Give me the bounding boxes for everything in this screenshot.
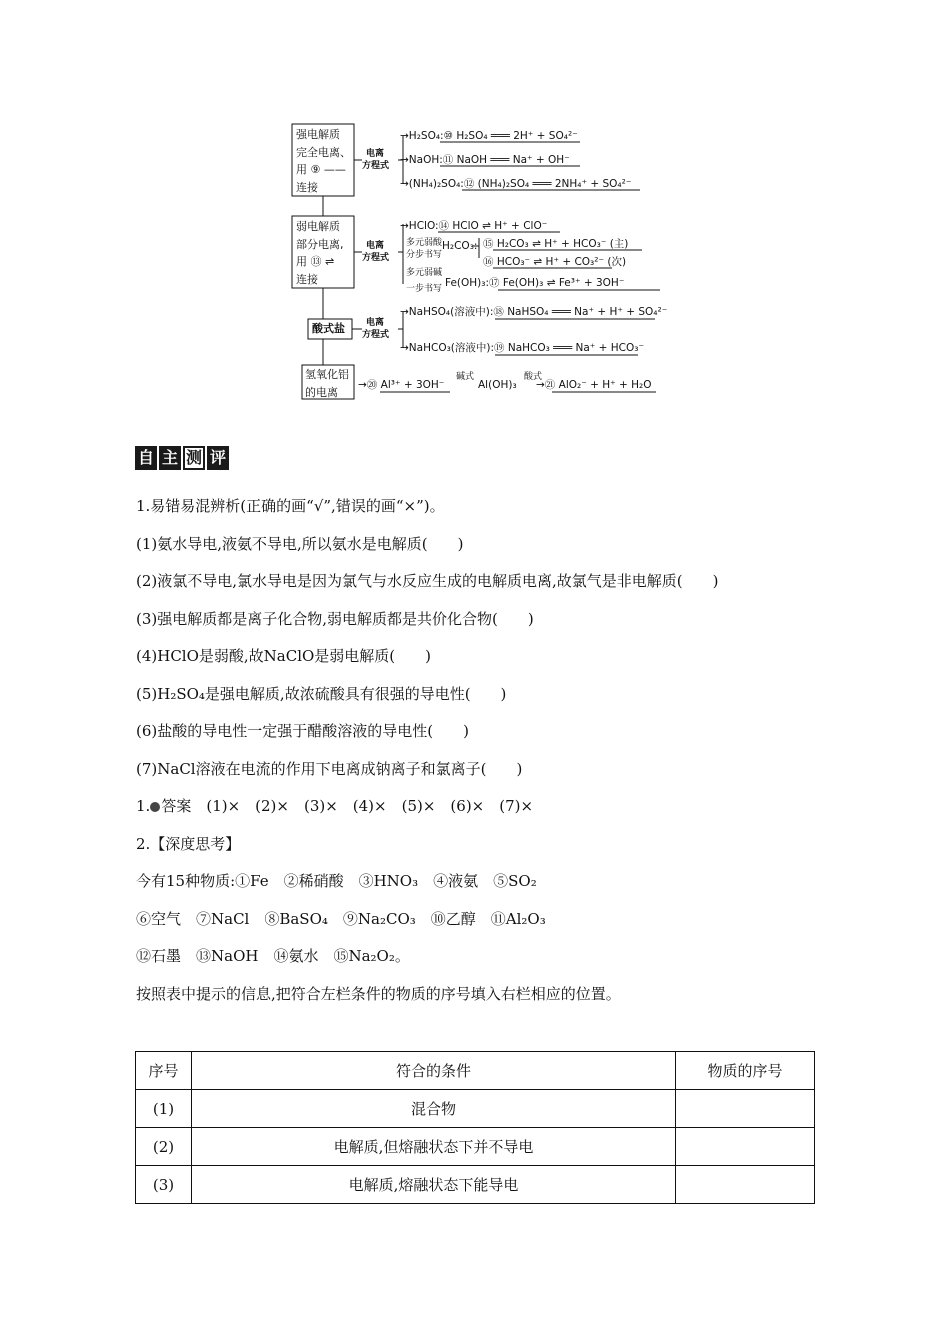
eq-hclo: →HClO:⑭ HClO ⇌ H⁺ + ClO⁻	[400, 220, 548, 232]
eq-h2co3-1: ⑮ H₂CO₃ ⇌ H⁺ + HCO₃⁻ (主)	[483, 238, 629, 250]
row-condition: 电解质,但熔融状态下并不导电	[192, 1128, 676, 1166]
row-answer-cell[interactable]	[676, 1166, 815, 1204]
eq-h2co3-2: ⑯ HCO₃⁻ ⇌ H⁺ + CO₃²⁻ (次)	[483, 256, 627, 268]
label-base-form: 碱式	[456, 372, 475, 382]
answer-label: 答案	[161, 797, 192, 815]
header-substance: 物质的序号	[676, 1052, 815, 1090]
label-eq-top-3: 电离	[366, 318, 385, 328]
eq-naoh: →NaOH:⑪ NaOH ═══ Na⁺ + OH⁻	[400, 154, 570, 166]
q1-item-5: (5)H₂SO₄是强电解质,故浓硫酸具有很强的导电性( )	[136, 685, 507, 703]
header-condition: 符合的条件	[192, 1052, 676, 1090]
label-h2co3: H₂CO₃:	[442, 240, 478, 252]
box-strong-text: 强电解质 完全电离、 用 ⑨ —— 连接	[296, 128, 351, 194]
label-aloh3: Al(OH)₃	[478, 379, 517, 391]
label-acid-form: 酸式	[524, 372, 543, 382]
table-row	[136, 1128, 815, 1166]
label-multi-base: 多元弱碱	[406, 268, 443, 278]
label-multi-acid: 多元弱酸	[406, 238, 443, 248]
row-condition: 电解质,熔融状态下能导电	[192, 1166, 676, 1204]
badge-char-4: 评	[207, 446, 229, 470]
header-index: 序号	[136, 1052, 192, 1090]
table-header-row	[136, 1052, 815, 1090]
eq-h2so4: →H₂SO₄:⑩ H₂SO₄ ═══ 2H⁺ + SO₄²⁻	[400, 130, 578, 142]
label-stepwise: 分步书写	[406, 250, 443, 260]
q2-instruction: 按照表中提示的信息,把符合左栏条件的物质的序号填入右栏相应的位置。	[136, 985, 621, 1003]
q1-intro: 1.易错易混辨析(正确的画“√”,错误的画“×”)。	[136, 497, 445, 515]
badge-char-3: 测	[183, 446, 205, 470]
label-eq-top-1: 电离	[366, 149, 385, 159]
q1-item-3: (3)强电解质都是离子化合物,弱电解质都是共价化合物( )	[136, 610, 534, 628]
answer-table	[135, 1051, 815, 1204]
row-answer-cell[interactable]	[676, 1128, 815, 1166]
row-condition: 混合物	[192, 1090, 676, 1128]
answer-icon	[150, 802, 160, 812]
ionization-diagram	[290, 120, 670, 405]
row-index: (2)	[136, 1128, 192, 1166]
box-weak-text: 弱电解质 部分电离, 用 ⑬ ⇌ 连接	[296, 220, 344, 286]
section-badge	[135, 446, 229, 470]
eq-al-acid: →㉑ AlO₂⁻ + H⁺ + H₂O	[536, 379, 652, 391]
label-one-step: 一步书写	[406, 284, 443, 294]
row-index: (3)	[136, 1166, 192, 1204]
q2-line-2: ⑥空气 ⑦NaCl ⑧BaSO₄ ⑨Na₂CO₃ ⑩乙醇 ⑪Al₂O₃	[136, 910, 546, 928]
q1-item-1: (1)氨水导电,液氨不导电,所以氨水是电解质( )	[136, 535, 464, 553]
answer-body: (1)× (2)× (3)× (4)× (5)× (6)× (7)×	[206, 797, 534, 815]
q2-line-1: 今有15种物质:①Fe ②稀硝酸 ③HNO₃ ④液氨 ⑤SO₂	[136, 872, 537, 890]
eq-nh4so4: →(NH₄)₂SO₄:⑫ (NH₄)₂SO₄ ═══ 2NH₄⁺ + SO₄²⁻	[400, 178, 632, 190]
row-answer-cell[interactable]	[676, 1090, 815, 1128]
q1-item-6: (6)盐酸的导电性一定强于醋酸溶液的导电性( )	[136, 722, 469, 740]
q2-heading: 2.【深度思考】	[136, 835, 241, 853]
table-row	[136, 1090, 815, 1128]
q1-item-4: (4)HClO是弱酸,故NaClO是弱电解质( )	[136, 647, 432, 665]
q1-item-7: (7)NaCl溶液在电流的作用下电离成钠离子和氯离子( )	[136, 760, 523, 778]
eq-nahso4: →NaHSO₄(溶液中):⑱ NaHSO₄ ═══ Na⁺ + H⁺ + SO₄²⁻	[400, 306, 668, 318]
badge-char-1: 自	[135, 446, 157, 470]
answer-prefix: 1.	[136, 797, 151, 815]
box-aloh-text: 氢氧化铝 的电离	[305, 368, 349, 399]
eq-al-base: →⑳ Al³⁺ + 3OH⁻	[358, 379, 445, 391]
label-eq-bottom-1: 方程式	[362, 161, 390, 171]
table-row	[136, 1166, 815, 1204]
box-acid-salt-text: 酸式盐	[312, 322, 345, 335]
label-eq-bottom-3: 方程式	[362, 330, 390, 340]
q1-item-2: (2)液氯不导电,氯水导电是因为氯气与水反应生成的电解质电离,故氯气是非电解质( )	[136, 572, 719, 590]
eq-feoh3: Fe(OH)₃:⑰ Fe(OH)₃ ⇌ Fe³⁺ + 3OH⁻	[445, 277, 625, 289]
label-eq-top-2: 电离	[366, 241, 385, 251]
q1-answer	[136, 796, 533, 816]
row-index: (1)	[136, 1090, 192, 1128]
label-eq-bottom-2: 方程式	[362, 253, 390, 263]
q2-line-3: ⑫石墨 ⑬NaOH ⑭氨水 ⑮Na₂O₂。	[136, 947, 410, 965]
eq-nahco3: →NaHCO₃(溶液中):⑲ NaHCO₃ ═══ Na⁺ + HCO₃⁻	[400, 342, 645, 354]
badge-char-2: 主	[159, 446, 181, 470]
